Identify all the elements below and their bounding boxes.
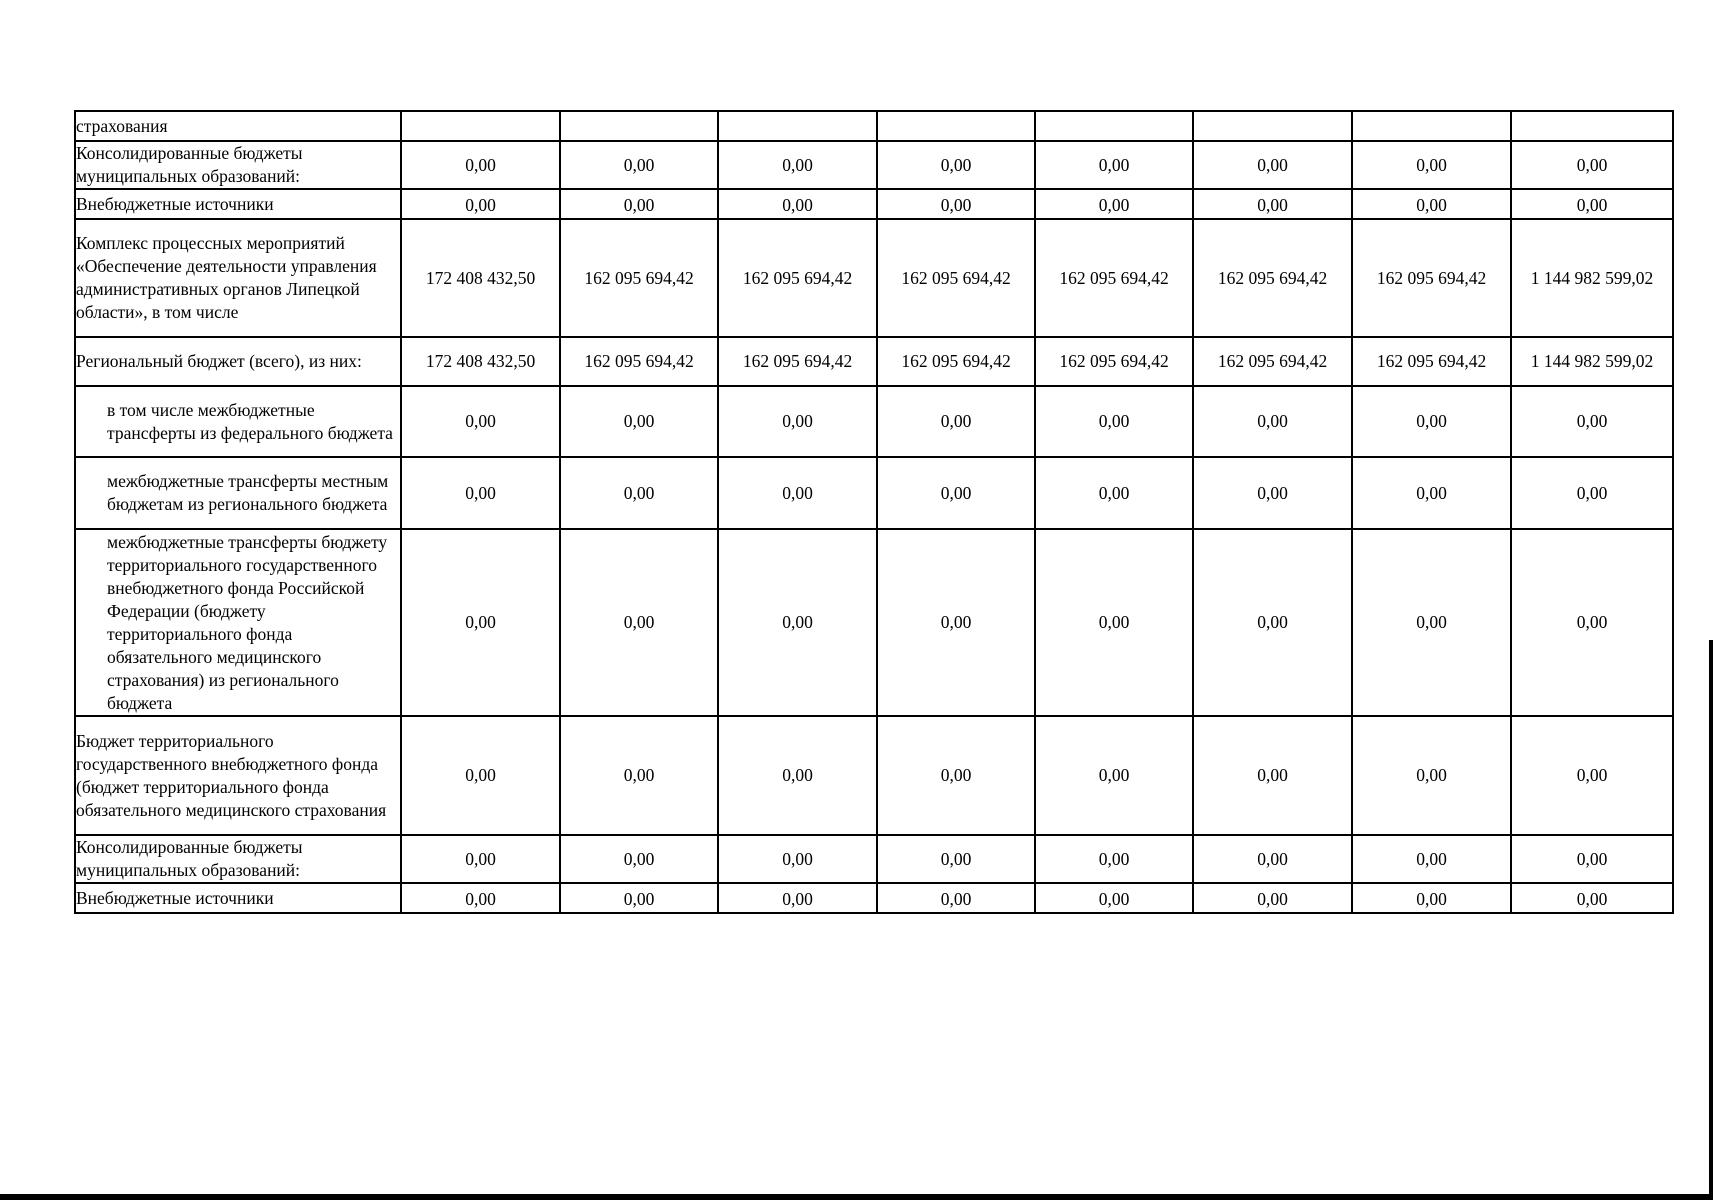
value-cell: 0,00 [1035, 457, 1193, 529]
value-cell: 0,00 [877, 883, 1035, 913]
value-cell: 0,00 [1035, 883, 1193, 913]
value-cell [1035, 111, 1193, 141]
value-cell: 0,00 [401, 141, 560, 189]
value-cell: 0,00 [401, 835, 560, 883]
row-label: Внебюджетные источники [75, 189, 401, 219]
value-cell: 162 095 694,42 [560, 337, 718, 386]
value-cell: 0,00 [1511, 141, 1673, 189]
table-row [75, 883, 1673, 913]
value-cell: 0,00 [718, 883, 877, 913]
value-cell: 0,00 [1193, 141, 1352, 189]
row-label: Консолидированные бюджеты муниципальных образований: [75, 835, 401, 883]
value-cell [877, 111, 1035, 141]
value-cell: 0,00 [560, 716, 718, 835]
value-cell: 162 095 694,42 [1035, 219, 1193, 337]
row-label: Консолидированные бюджеты муниципальных образований: [75, 141, 401, 189]
row-label: Внебюджетные источники [75, 883, 401, 913]
value-cell: 0,00 [1193, 529, 1352, 716]
value-cell: 0,00 [560, 835, 718, 883]
value-cell: 0,00 [560, 883, 718, 913]
value-cell: 162 095 694,42 [1193, 219, 1352, 337]
value-cell: 0,00 [1352, 835, 1511, 883]
value-cell: 0,00 [560, 457, 718, 529]
row-label: Региональный бюджет (всего), из них: [75, 337, 401, 386]
table-row [75, 189, 1673, 219]
value-cell: 0,00 [1193, 457, 1352, 529]
value-cell: 162 095 694,42 [1352, 219, 1511, 337]
value-cell: 0,00 [1035, 386, 1193, 457]
value-cell: 0,00 [1193, 835, 1352, 883]
value-cell: 0,00 [401, 716, 560, 835]
value-cell: 0,00 [877, 189, 1035, 219]
value-cell: 0,00 [718, 189, 877, 219]
value-cell: 0,00 [1035, 189, 1193, 219]
budget-table-body [75, 111, 1673, 913]
table-row [75, 141, 1673, 189]
value-cell: 0,00 [1035, 141, 1193, 189]
table-row [75, 386, 1673, 457]
value-cell: 0,00 [718, 716, 877, 835]
value-cell: 0,00 [401, 529, 560, 716]
row-label: межбюджетные трансферты бюджету территориального государственного внебюджетного фонда Российской Федерации (бюджету территориального фонда обязательного медицинского страхования) из регионального бюджета [75, 529, 401, 716]
value-cell: 0,00 [1352, 386, 1511, 457]
value-cell: 0,00 [401, 457, 560, 529]
value-cell: 0,00 [1352, 529, 1511, 716]
table-row [75, 529, 1673, 716]
value-cell: 0,00 [1352, 457, 1511, 529]
value-cell [560, 111, 718, 141]
value-cell: 0,00 [1352, 883, 1511, 913]
value-cell: 1 144 982 599,02 [1511, 337, 1673, 386]
value-cell: 0,00 [877, 716, 1035, 835]
value-cell: 0,00 [718, 141, 877, 189]
value-cell: 0,00 [560, 141, 718, 189]
value-cell: 0,00 [877, 457, 1035, 529]
value-cell: 162 095 694,42 [718, 219, 877, 337]
value-cell: 0,00 [718, 529, 877, 716]
row-label: Комплекс процессных мероприятий «Обеспечение деятельности управления административных органов Липецкой области», в том числе [75, 219, 401, 337]
table-row [75, 337, 1673, 386]
value-cell: 172 408 432,50 [401, 337, 560, 386]
table-row [75, 835, 1673, 883]
row-label: межбюджетные трансферты местным бюджетам из регионального бюджета [75, 457, 401, 529]
value-cell: 162 095 694,42 [877, 219, 1035, 337]
row-label: в том числе межбюджетные трансферты из федерального бюджета [75, 386, 401, 457]
value-cell: 0,00 [560, 529, 718, 716]
value-cell: 0,00 [1193, 883, 1352, 913]
value-cell: 0,00 [1511, 529, 1673, 716]
row-label: страхования [75, 111, 401, 141]
value-cell: 0,00 [1511, 457, 1673, 529]
value-cell: 162 095 694,42 [560, 219, 718, 337]
value-cell: 0,00 [1193, 716, 1352, 835]
value-cell: 0,00 [718, 386, 877, 457]
value-cell [1193, 111, 1352, 141]
value-cell: 0,00 [560, 386, 718, 457]
value-cell [1511, 111, 1673, 141]
value-cell: 0,00 [877, 835, 1035, 883]
value-cell: 0,00 [560, 189, 718, 219]
value-cell: 0,00 [718, 457, 877, 529]
value-cell: 0,00 [1035, 835, 1193, 883]
value-cell: 162 095 694,42 [1352, 337, 1511, 386]
value-cell: 162 095 694,42 [718, 337, 877, 386]
value-cell: 0,00 [401, 883, 560, 913]
value-cell: 0,00 [401, 386, 560, 457]
value-cell: 162 095 694,42 [877, 337, 1035, 386]
value-cell: 162 095 694,42 [1035, 337, 1193, 386]
value-cell [718, 111, 877, 141]
value-cell: 0,00 [1193, 386, 1352, 457]
value-cell: 0,00 [1511, 386, 1673, 457]
value-cell: 0,00 [877, 529, 1035, 716]
value-cell: 0,00 [718, 835, 877, 883]
table-row [75, 457, 1673, 529]
value-cell: 0,00 [1511, 716, 1673, 835]
budget-table [74, 110, 1674, 914]
value-cell: 0,00 [1352, 716, 1511, 835]
table-row [75, 111, 1673, 141]
value-cell: 0,00 [1035, 716, 1193, 835]
value-cell: 162 095 694,42 [1193, 337, 1352, 386]
value-cell: 0,00 [1352, 141, 1511, 189]
value-cell: 1 144 982 599,02 [1511, 219, 1673, 337]
value-cell: 0,00 [1511, 835, 1673, 883]
scan-edge-bottom [0, 1194, 1713, 1200]
value-cell: 172 408 432,50 [401, 219, 560, 337]
row-label: Бюджет территориального государственного внебюджетного фонда (бюджет территориального фонда обязательного медицинского страхования [75, 716, 401, 835]
scan-edge-right [1709, 640, 1713, 1200]
value-cell [1352, 111, 1511, 141]
value-cell: 0,00 [877, 141, 1035, 189]
table-row [75, 219, 1673, 337]
value-cell: 0,00 [1193, 189, 1352, 219]
value-cell [401, 111, 560, 141]
value-cell: 0,00 [1035, 529, 1193, 716]
value-cell: 0,00 [877, 386, 1035, 457]
value-cell: 0,00 [1511, 189, 1673, 219]
value-cell: 0,00 [1511, 883, 1673, 913]
table-row [75, 716, 1673, 835]
value-cell: 0,00 [1352, 189, 1511, 219]
value-cell: 0,00 [401, 189, 560, 219]
